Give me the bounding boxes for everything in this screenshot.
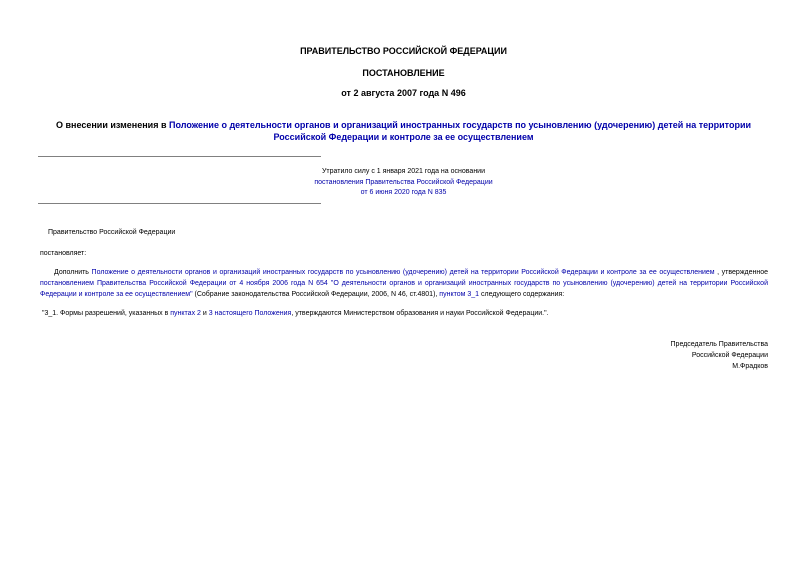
- body-paragraph: [40, 267, 768, 300]
- lost-force-text: Утратило силу с 1 января 2021 года на основании: [321, 168, 486, 175]
- q-link-clause-2[interactable]: пунктах 2: [170, 310, 201, 317]
- divider-top: [38, 156, 321, 157]
- q-mid: и: [200, 310, 209, 317]
- signature-name: М.Фрадков: [732, 362, 768, 370]
- quoted-clause: [42, 308, 768, 319]
- p1-link-regulation[interactable]: Положение о деятельности органов и организаций иностранных государств по усыновлению (удочерению) детей на территории Российской Федерации и контроле за ее осуществлением: [91, 269, 715, 276]
- document-date-number: от 2 августа 2007 года N 496: [341, 88, 466, 98]
- signature-block: [671, 340, 768, 372]
- title-link[interactable]: Положение о деятельности органов и организаций иностранных государств по усыновлению (удочерению) детей на территории Российской Федерации и контроле за ее осуществлением: [169, 120, 752, 142]
- document-type: ПОСТАНОВЛЕНИЕ: [362, 68, 445, 78]
- body-decrees: постановляет:: [40, 250, 87, 257]
- q-start: "3_1. Формы разрешений, указанных в: [42, 310, 171, 317]
- body-government: Правительство Российской Федерации: [48, 229, 176, 236]
- signature-title: Председатель Правительства: [670, 341, 768, 348]
- lost-force-link-2[interactable]: от 6 июня 2020 года N 835: [360, 189, 447, 196]
- q-link-clause-3[interactable]: 3 настоящего Положения: [208, 310, 292, 317]
- divider-bottom: [38, 203, 321, 204]
- q-end: , утверждаются Министерством образования и науки Российской Федерации.".: [291, 310, 549, 317]
- title-prefix: О внесении изменения в: [55, 120, 169, 130]
- government-heading: ПРАВИТЕЛЬСТВО РОССИЙСКОЙ ФЕДЕРАЦИИ: [300, 46, 507, 56]
- p1-mid1: , утвержденное: [714, 269, 768, 276]
- lost-force-link-1[interactable]: постановления Правительства Российской Федерации: [314, 178, 493, 186]
- p1-mid2: (Собрание законодательства Российской Федерации, 2006, N 46, ст.4801),: [192, 291, 440, 298]
- p1-link-decree-654[interactable]: постановлением Правительства Российской Федерации от 4 ноября 2006 года N 654 "О деятельности органов и организаций иностранных государств по усыновлению (удочерению) детей на территории Российской Федерации и контроле за ее осуществлением": [40, 280, 768, 298]
- signature-title-2: Российской Федерации: [691, 351, 768, 359]
- lost-force-note: [0, 167, 807, 199]
- document-title: [40, 119, 767, 143]
- p1-link-clause[interactable]: пунктом 3_1: [439, 291, 480, 298]
- p1-start: Дополнить: [54, 269, 92, 276]
- p1-end: следующего содержания:: [479, 291, 565, 298]
